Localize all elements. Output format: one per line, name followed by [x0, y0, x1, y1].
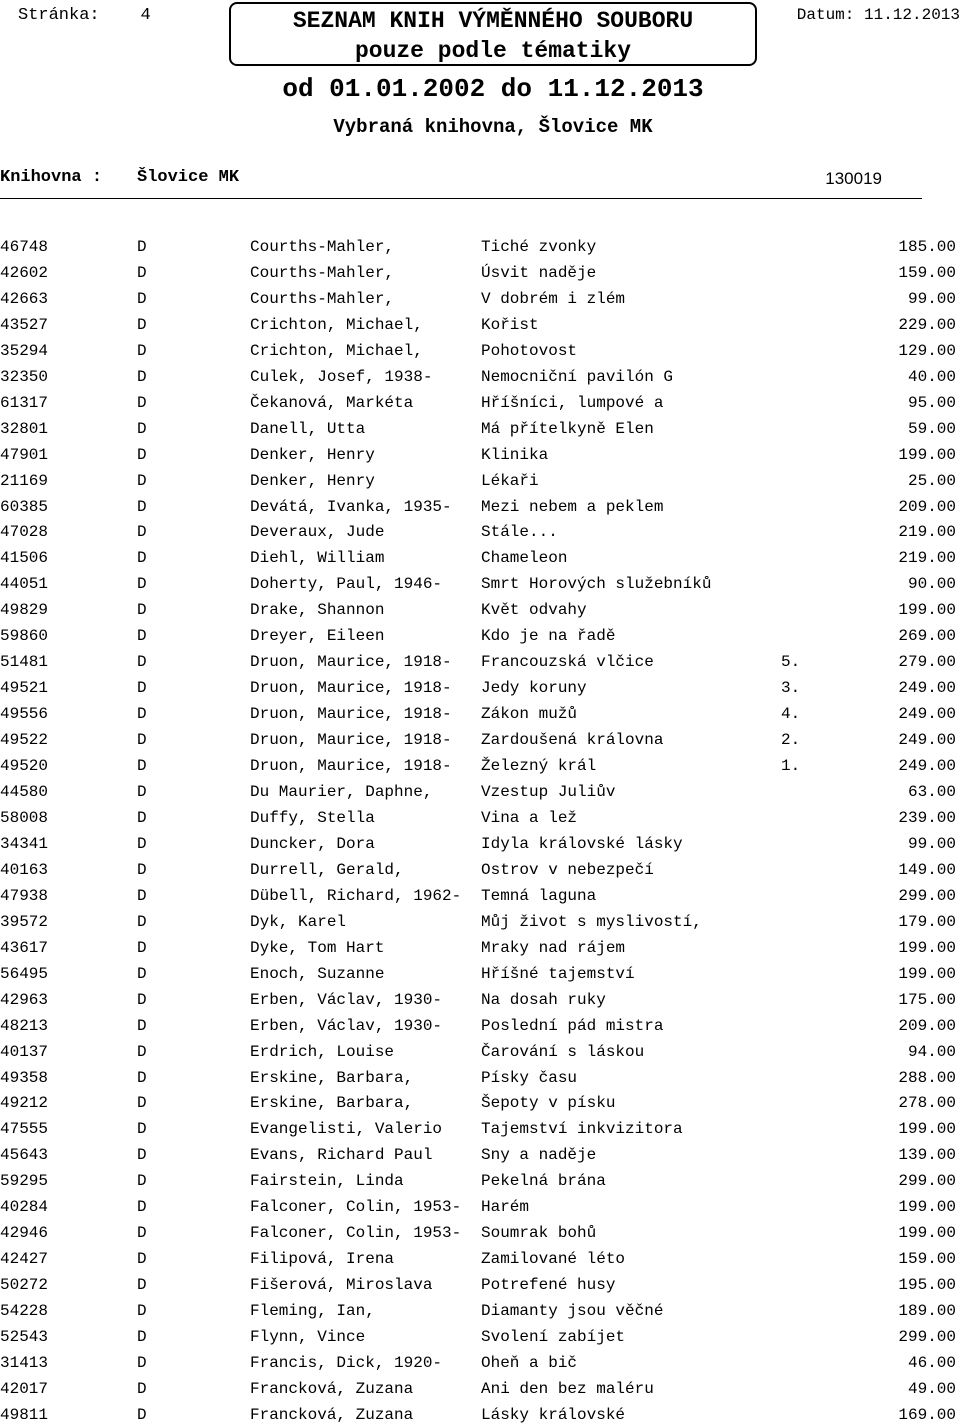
book-type: D [137, 1198, 147, 1217]
book-price: 279.00 [898, 653, 956, 672]
table-row [0, 1194, 960, 1220]
book-price: 185.00 [898, 238, 956, 256]
book-type: D [137, 315, 147, 334]
book-id: 59860 [0, 627, 49, 646]
book-title: Svolení zabíjet [481, 1328, 626, 1347]
book-title: Pohotovost [481, 341, 578, 360]
table-row [0, 1324, 960, 1350]
book-type: D [137, 393, 147, 412]
table-row [0, 779, 960, 805]
book-id: 40137 [0, 1042, 49, 1061]
table-row [0, 234, 960, 260]
book-type: D [137, 834, 147, 853]
book-id: 31413 [0, 1353, 49, 1372]
book-title: Na dosah ruky [481, 990, 606, 1009]
book-title: Pekelná brána [481, 1172, 606, 1191]
book-price: 90.00 [907, 575, 956, 594]
book-title: V dobrém i zlém [481, 289, 626, 308]
book-id: 56495 [0, 964, 49, 983]
book-title: Poslední pád mistra [481, 1016, 664, 1035]
book-price: 179.00 [898, 912, 956, 931]
book-author: Dyke, Tom Hart [250, 938, 385, 957]
book-id: 42663 [0, 289, 49, 308]
book-type: D [137, 1146, 147, 1165]
book-author: Denker, Henry [250, 471, 375, 490]
book-id: 59295 [0, 1172, 49, 1191]
table-row [0, 416, 960, 442]
book-type: D [137, 886, 147, 905]
book-id: 39572 [0, 912, 49, 931]
book-price: 169.00 [898, 1405, 956, 1424]
book-price: 269.00 [898, 627, 956, 646]
table-row [0, 623, 960, 649]
book-author: Dübell, Richard, 1962- [250, 886, 462, 905]
book-title: Chameleon [481, 549, 568, 568]
table-row [0, 701, 960, 727]
book-price: 159.00 [898, 1250, 956, 1269]
book-id: 47938 [0, 886, 49, 905]
book-title: Kořist [481, 315, 539, 334]
library-code: 130019 [825, 169, 882, 188]
book-author: Durrell, Gerald, [250, 860, 404, 879]
table-row [0, 1220, 960, 1246]
book-id: 40284 [0, 1198, 49, 1217]
book-price: 199.00 [898, 938, 956, 957]
book-price: 199.00 [898, 1198, 956, 1217]
book-author: Filipová, Irena [250, 1250, 395, 1269]
book-price: 63.00 [907, 783, 956, 802]
book-title: Ostrov v nebezpečí [481, 860, 654, 879]
book-type: D [137, 601, 147, 620]
book-author: Erdrich, Louise [250, 1042, 395, 1061]
book-id: 44580 [0, 783, 49, 802]
book-title: Tajemství inkvizitora [481, 1120, 683, 1139]
book-type: D [137, 497, 147, 516]
book-title: Nemocniční pavilón G [481, 367, 674, 386]
book-author: Fairstein, Linda [250, 1172, 404, 1191]
table-row [0, 857, 960, 883]
book-author: Francková, Zuzana [250, 1405, 414, 1424]
date-value: 11.12.2013 [863, 6, 960, 24]
book-price: 46.00 [907, 1353, 956, 1372]
book-title: Čarování s láskou [481, 1042, 645, 1061]
book-id: 42017 [0, 1379, 49, 1398]
book-type: D [137, 653, 147, 672]
book-author: Erben, Václav, 1930- [250, 1016, 443, 1035]
book-author: Doherty, Paul, 1946- [250, 575, 443, 594]
book-price: 99.00 [907, 289, 956, 308]
book-title: Ani den bez maléru [481, 1379, 654, 1398]
book-title: Lékaři [481, 471, 539, 490]
book-type: D [137, 289, 147, 308]
table-row [0, 1065, 960, 1091]
book-id: 32350 [0, 367, 49, 386]
library-name: Šlovice MK [137, 168, 240, 187]
book-author: Francková, Zuzana [250, 1379, 414, 1398]
table-row [0, 312, 960, 338]
book-price: 199.00 [898, 445, 956, 464]
book-id: 58008 [0, 808, 49, 827]
book-author: Erskine, Barbara, [250, 1068, 414, 1087]
book-list [0, 234, 960, 1428]
table-row [0, 1039, 960, 1065]
book-price: 299.00 [898, 1172, 956, 1191]
page-number: 4 [140, 6, 151, 25]
page-label: Stránka: [18, 6, 100, 25]
table-row [0, 961, 960, 987]
book-price: 40.00 [907, 367, 956, 386]
book-type: D [137, 1405, 147, 1424]
book-author: Francis, Dick, 1920- [250, 1353, 443, 1372]
book-type: D [137, 471, 147, 490]
book-title: Soumrak bohů [481, 1224, 597, 1243]
table-row [0, 753, 960, 779]
book-price: 95.00 [907, 393, 956, 412]
book-type: D [137, 731, 147, 750]
book-id: 42602 [0, 263, 49, 282]
book-price: 159.00 [898, 263, 956, 282]
book-price: 299.00 [898, 1328, 956, 1347]
book-id: 42963 [0, 990, 49, 1009]
book-author: Falconer, Colin, 1953- [250, 1224, 462, 1243]
book-price: 249.00 [898, 757, 956, 776]
book-title: Hříšníci, lumpové a [481, 393, 664, 412]
book-title: Francouzská vlčice [481, 653, 654, 672]
book-id: 49520 [0, 757, 49, 776]
book-price: 149.00 [898, 860, 956, 879]
table-row [0, 883, 960, 909]
book-id: 61317 [0, 393, 49, 412]
book-volume: 4. [781, 705, 801, 724]
book-id: 47555 [0, 1120, 49, 1139]
book-id: 60385 [0, 497, 49, 516]
book-price: 249.00 [898, 705, 956, 724]
book-id: 49811 [0, 1405, 49, 1424]
book-title: Stále... [481, 523, 558, 542]
book-type: D [137, 808, 147, 827]
book-title: Vzestup Juliův [481, 783, 616, 802]
book-author: Druon, Maurice, 1918- [250, 731, 452, 750]
date-label: Datum: [796, 6, 855, 24]
book-title: Harém [481, 1198, 530, 1217]
book-price: 299.00 [898, 886, 956, 905]
book-author: Deveraux, Jude [250, 523, 385, 542]
book-title: Zardoušená královna [481, 731, 664, 750]
report-date [797, 6, 960, 24]
book-author: Enoch, Suzanne [250, 964, 385, 983]
book-author: Flynn, Vince [250, 1328, 366, 1347]
book-id: 43617 [0, 938, 49, 957]
table-row [0, 1272, 960, 1298]
book-id: 49829 [0, 601, 49, 620]
book-id: 51481 [0, 653, 49, 672]
book-id: 46748 [0, 238, 49, 256]
book-type: D [137, 238, 147, 256]
book-author: Du Maurier, Daphne, [250, 783, 433, 802]
book-type: D [137, 912, 147, 931]
book-price: 199.00 [898, 601, 956, 620]
book-id: 21169 [0, 471, 49, 490]
book-author: Devátá, Ivanka, 1935- [250, 497, 452, 516]
book-title: Hříšné tajemství [481, 964, 635, 983]
book-price: 219.00 [898, 523, 956, 542]
book-id: 49556 [0, 705, 49, 724]
book-author: Evans, Richard Paul [250, 1146, 433, 1165]
book-price: 249.00 [898, 731, 956, 750]
book-title: Můj život s myslivostí, [481, 912, 702, 931]
book-author: Crichton, Michael, [250, 315, 423, 334]
book-title: Temná laguna [481, 886, 597, 905]
table-row [0, 390, 960, 416]
book-title: Potrefené husy [481, 1276, 616, 1295]
report-title-sub: pouze podle tématiky [354, 38, 632, 64]
book-title: Sny a naděje [481, 1146, 597, 1165]
book-id: 49358 [0, 1068, 49, 1087]
table-row [0, 1402, 960, 1428]
table-row [0, 442, 960, 468]
book-type: D [137, 1302, 147, 1321]
book-type: D [137, 1094, 147, 1113]
book-id: 32801 [0, 419, 49, 438]
date-range: od 01.01.2002 do 11.12.2013 [282, 74, 704, 104]
book-author: Erskine, Barbara, [250, 1094, 414, 1113]
book-title: Úsvit naděje [481, 263, 597, 282]
book-price: 139.00 [898, 1146, 956, 1165]
report-title-box [229, 2, 757, 66]
book-id: 44051 [0, 575, 49, 594]
book-title: Zamilované léto [481, 1250, 626, 1269]
book-author: Erben, Václav, 1930- [250, 990, 443, 1009]
book-type: D [137, 1379, 147, 1398]
book-price: 239.00 [898, 808, 956, 827]
book-author: Courths-Mahler, [250, 238, 395, 256]
book-price: 249.00 [898, 679, 956, 698]
book-type: D [137, 1224, 147, 1243]
book-price: 288.00 [898, 1068, 956, 1087]
book-title: Písky času [481, 1068, 578, 1087]
page-indicator [18, 6, 151, 25]
book-author: Falconer, Colin, 1953- [250, 1198, 462, 1217]
table-row [0, 597, 960, 623]
book-author: Duncker, Dora [250, 834, 375, 853]
book-type: D [137, 938, 147, 957]
book-type: D [137, 549, 147, 568]
book-title: Jedy koruny [481, 679, 587, 698]
table-row [0, 364, 960, 390]
table-row [0, 1090, 960, 1116]
table-row [0, 468, 960, 494]
book-type: D [137, 1353, 147, 1372]
book-type: D [137, 783, 147, 802]
book-id: 50272 [0, 1276, 49, 1295]
table-row [0, 571, 960, 597]
book-title: Smrt Horových služebníků [481, 575, 712, 594]
book-type: D [137, 263, 147, 282]
table-row [0, 831, 960, 857]
book-price: 175.00 [898, 990, 956, 1009]
book-id: 47901 [0, 445, 49, 464]
table-row [0, 519, 960, 545]
book-author: Dyk, Karel [250, 912, 347, 931]
table-row [0, 1376, 960, 1402]
table-row [0, 1350, 960, 1376]
book-price: 199.00 [898, 1120, 956, 1139]
library-label: Knihovna : [0, 168, 103, 187]
book-price: 229.00 [898, 315, 956, 334]
table-row [0, 805, 960, 831]
book-type: D [137, 990, 147, 1009]
book-author: Fišerová, Miroslava [250, 1276, 433, 1295]
book-author: Danell, Utta [250, 419, 366, 438]
book-type: D [137, 523, 147, 542]
book-author: Dreyer, Eileen [250, 627, 385, 646]
table-row [0, 1298, 960, 1324]
book-title: Šepoty v písku [481, 1094, 616, 1113]
table-row [0, 1013, 960, 1039]
book-price: 278.00 [898, 1094, 956, 1113]
table-row [0, 987, 960, 1013]
book-title: Má přítelkyně Elen [481, 419, 654, 438]
selected-library: Vybraná knihovna, Šlovice MK [333, 116, 653, 138]
book-title: Klinika [481, 445, 549, 464]
book-type: D [137, 1250, 147, 1269]
book-author: Drake, Shannon [250, 601, 385, 620]
table-row [0, 1142, 960, 1168]
book-author: Courths-Mahler, [250, 263, 395, 282]
book-type: D [137, 860, 147, 879]
book-id: 47028 [0, 523, 49, 542]
book-title: Idyla královské lásky [481, 834, 683, 853]
book-author: Čekanová, Markéta [250, 393, 414, 412]
book-type: D [137, 964, 147, 983]
book-author: Druon, Maurice, 1918- [250, 757, 452, 776]
table-row [0, 286, 960, 312]
book-author: Diehl, William [250, 549, 385, 568]
table-row [0, 260, 960, 286]
book-type: D [137, 757, 147, 776]
book-type: D [137, 367, 147, 386]
book-type: D [137, 1068, 147, 1087]
book-id: 41506 [0, 549, 49, 568]
book-price: 195.00 [898, 1276, 956, 1295]
book-type: D [137, 1016, 147, 1035]
book-type: D [137, 1276, 147, 1295]
library-header [0, 168, 922, 199]
book-id: 48213 [0, 1016, 49, 1035]
book-id: 40163 [0, 860, 49, 879]
book-title: Kdo je na řadě [481, 627, 616, 646]
book-author: Fleming, Ian, [250, 1302, 375, 1321]
table-row [0, 935, 960, 961]
book-price: 219.00 [898, 549, 956, 568]
book-title: Lásky královské [481, 1405, 626, 1424]
book-id: 35294 [0, 341, 49, 360]
table-row [0, 1116, 960, 1142]
book-title: Mraky nad rájem [481, 938, 626, 957]
book-title: Železný král [481, 757, 597, 776]
table-row [0, 545, 960, 571]
book-type: D [137, 445, 147, 464]
book-title: Oheň a bič [481, 1353, 578, 1372]
book-title: Tiché zvonky [481, 238, 597, 256]
book-volume: 5. [781, 653, 801, 672]
book-price: 25.00 [907, 471, 956, 490]
book-id: 42946 [0, 1224, 49, 1243]
book-author: Denker, Henry [250, 445, 375, 464]
book-volume: 2. [781, 731, 801, 750]
book-type: D [137, 1042, 147, 1061]
book-type: D [137, 627, 147, 646]
table-row [0, 727, 960, 753]
book-type: D [137, 1120, 147, 1139]
book-price: 199.00 [898, 964, 956, 983]
book-type: D [137, 419, 147, 438]
book-price: 199.00 [898, 1224, 956, 1243]
book-id: 52543 [0, 1328, 49, 1347]
book-price: 99.00 [907, 834, 956, 853]
book-price: 49.00 [907, 1379, 956, 1398]
book-id: 54228 [0, 1302, 49, 1321]
book-price: 209.00 [898, 497, 956, 516]
book-id: 49522 [0, 731, 49, 750]
book-author: Druon, Maurice, 1918- [250, 679, 452, 698]
book-type: D [137, 1328, 147, 1347]
table-row [0, 338, 960, 364]
book-author: Duffy, Stella [250, 808, 375, 827]
book-id: 45643 [0, 1146, 49, 1165]
book-type: D [137, 1172, 147, 1191]
book-id: 43527 [0, 315, 49, 334]
table-row [0, 909, 960, 935]
book-author: Culek, Josef, 1938- [250, 367, 433, 386]
table-row [0, 1246, 960, 1272]
book-title: Zákon mužů [481, 705, 578, 724]
book-type: D [137, 679, 147, 698]
book-price: 189.00 [898, 1302, 956, 1321]
book-id: 42427 [0, 1250, 49, 1269]
book-price: 129.00 [898, 341, 956, 360]
table-row [0, 494, 960, 520]
book-title: Vina a lež [481, 808, 578, 827]
book-author: Druon, Maurice, 1918- [250, 653, 452, 672]
book-id: 49212 [0, 1094, 49, 1113]
book-title: Mezi nebem a peklem [481, 497, 664, 516]
book-price: 94.00 [907, 1042, 956, 1061]
table-row [0, 649, 960, 675]
book-price: 209.00 [898, 1016, 956, 1035]
report-title: SEZNAM KNIH VÝMĚNNÉHO SOUBORU [292, 8, 694, 34]
book-volume: 1. [781, 757, 801, 776]
book-price: 59.00 [907, 419, 956, 438]
book-title: Květ odvahy [481, 601, 587, 620]
book-volume: 3. [781, 679, 801, 698]
book-author: Druon, Maurice, 1918- [250, 705, 452, 724]
book-id: 49521 [0, 679, 49, 698]
table-row [0, 1168, 960, 1194]
book-type: D [137, 575, 147, 594]
book-author: Evangelisti, Valerio [250, 1120, 443, 1139]
book-type: D [137, 341, 147, 360]
book-type: D [137, 705, 147, 724]
book-author: Courths-Mahler, [250, 289, 395, 308]
book-title: Diamanty jsou věčné [481, 1302, 664, 1321]
book-id: 34341 [0, 834, 49, 853]
book-author: Crichton, Michael, [250, 341, 423, 360]
table-row [0, 675, 960, 701]
